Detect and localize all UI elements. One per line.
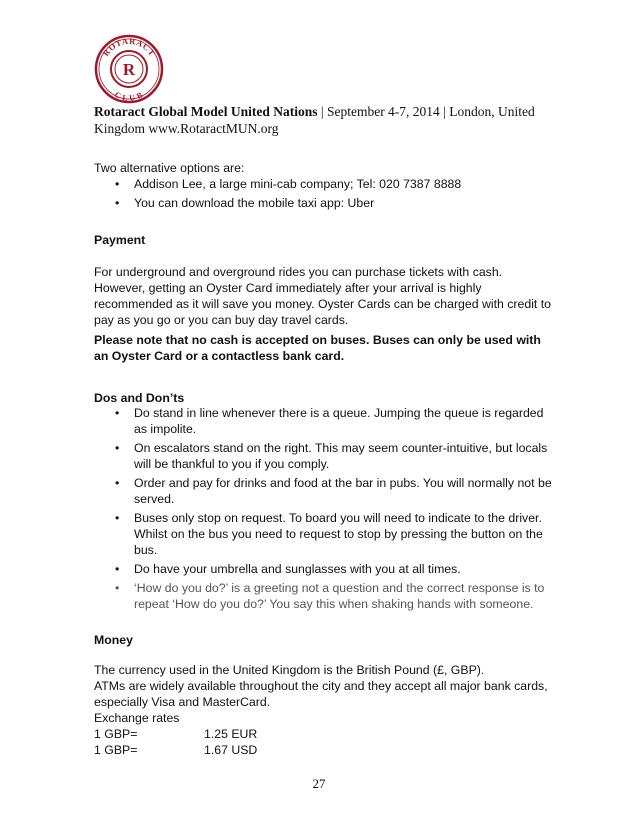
exchange-rates-label: Exchange rates [94, 711, 180, 725]
list-item: • Buses only stop on request. To board you will need to indicate to the driver. Whilst on the bus you need to request to stop by pressing the button on the bus. [115, 511, 543, 557]
logo-letter: R [122, 60, 136, 79]
exchange-rate-row: 1 GBP= 1.25 EUR [94, 727, 258, 741]
payment-paragraph: For underground and overground rides you can purchase tickets with cash. However, getting an Oyster Card immediately after your arrival is highly recommended as it will save you money. Oyster Cards can be charged with credit to pay as you go or you can buy day travel cards. [94, 265, 552, 327]
list-item: • Do stand in line whenever there is a queue. Jumping the queue is regarded as impolite. [115, 406, 544, 436]
page-number: 27 [312, 776, 326, 791]
alternatives-intro: Two alternative options are: [94, 161, 245, 175]
list-item: • ‘How do you do?’ is a greeting not a question and the correct response is to repeat ‘How do you do?’ You say this when shaking hands with someone. [115, 581, 545, 611]
list-item: • Do have your umbrella and sunglasses with you at all times. [115, 562, 461, 576]
exchange-rate-row: 1 GBP= 1.67 USD [94, 743, 258, 757]
logo-bottom-text: CLUB [113, 89, 145, 103]
org-details: | September 4-7, 2014 | London, United Kingdom www.RotaractMUN.org [94, 104, 535, 136]
payment-note: Please note that no cash is accepted on buses. Buses can only be used with an Oyster Card or a contactless bank card. [94, 333, 541, 363]
alternatives-list [94, 176, 554, 211]
dos-section [94, 405, 554, 615]
org-name: Rotaract Global Model United Nations [94, 104, 318, 119]
money-heading: Money [94, 633, 133, 647]
money-atm-text: ATMs are widely available throughout the city and they accept all major bank cards, especially Visa and MasterCard. [94, 679, 548, 709]
list-item: • You can download the mobile taxi app: Uber [115, 196, 375, 210]
money-currency-text: The currency used in the United Kingdom is the British Pound (£, GBP). [94, 663, 485, 677]
payment-heading: Payment [94, 233, 146, 247]
alternatives-section [94, 160, 554, 214]
dos-heading: Dos and Don’ts [94, 391, 185, 405]
list-item: • On escalators stand on the right. This may seem counter-intuitive, but locals will be thankful to you if you comply. [115, 441, 548, 471]
money-section [94, 662, 554, 758]
logo-top-text: ROTARACT [100, 35, 158, 58]
org-header [94, 103, 544, 137]
list-item: • Order and pay for drinks and food at the bar in pubs. You will normally not be served. [115, 476, 552, 506]
list-item: • Addison Lee, a large mini-cab company; Tel: 020 7387 8888 [115, 177, 462, 191]
rotaract-club-logo [94, 34, 164, 104]
dos-list [94, 405, 554, 612]
